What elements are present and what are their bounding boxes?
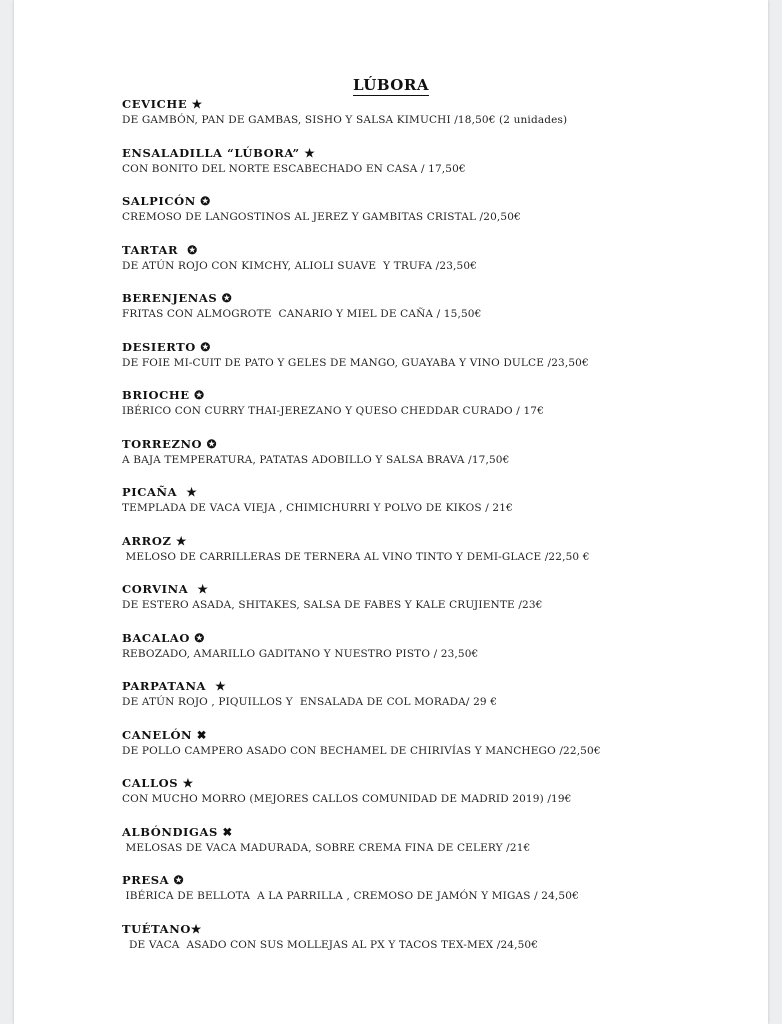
dish-name: BERENJENAS ✪ bbox=[122, 291, 233, 305]
dish-description: DE POLLO CAMPERO ASADO CON BECHAMEL DE CHIRIVÍAS Y MANCHEGO /22,50€ bbox=[122, 744, 601, 757]
menu-item-picana bbox=[122, 484, 762, 533]
dish-description: DE ATÚN ROJO , PIQUILLOS Y ENSALADA DE COL MORADA/ 29 € bbox=[122, 696, 498, 708]
dish-description: IBÉRICA DE BELLOTA A LA PARRILLA , CREMOSO DE JAMÓN Y MIGAS / 24,50€ bbox=[122, 890, 579, 902]
menu-item-brioche bbox=[122, 387, 762, 436]
dish-description: IBÉRICO CON CURRY THAI-JEREZANO Y QUESO CHEDDAR CURADO / 17€ bbox=[122, 405, 544, 417]
dish-description: A BAJA TEMPERATURA, PATATAS ADOBILLO Y SALSA BRAVA /17,50€ bbox=[122, 453, 510, 466]
dish-name: PARPATANA ★ bbox=[122, 679, 227, 693]
dish-name: PRESA ✪ bbox=[122, 873, 185, 887]
menu-item-ensaladilla bbox=[122, 145, 762, 194]
dish-description: MELOSAS DE VACA MADURADA, SOBRE CREMA FINA DE CELERY /21€ bbox=[122, 841, 531, 854]
menu-item-desierto bbox=[122, 339, 762, 388]
dish-description: CON MUCHO MORRO (MEJORES CALLOS COMUNIDAD DE MADRID 2019) /19€ bbox=[122, 793, 572, 805]
menu-item-bacalao bbox=[122, 630, 762, 679]
dish-name: BRIOCHE ✪ bbox=[122, 388, 205, 402]
dish-name: PICAÑA ★ bbox=[122, 485, 198, 499]
dish-name: ALBÓNDIGAS ✖ bbox=[122, 824, 233, 839]
dish-description: DE ATÚN ROJO CON KIMCHY, ALIOLI SUAVE Y TRUFA /23,50€ bbox=[122, 259, 477, 272]
dish-description: DE VACA ASADO CON SUS MOLLEJAS AL PX Y TACOS TEX-MEX /24,50€ bbox=[122, 938, 539, 951]
dish-name: SALPICÓN ✪ bbox=[122, 194, 211, 208]
menu-item-tartar bbox=[122, 242, 762, 291]
dish-description: DE GAMBÓN, PAN DE GAMBAS, SISHO Y SALSA KIMUCHI /18,50€ (2 unidades) bbox=[122, 114, 568, 126]
menu-item-berenjenas bbox=[122, 290, 762, 339]
menu-list bbox=[122, 96, 762, 969]
dish-name: TORREZNO ✪ bbox=[122, 436, 218, 451]
dish-name: ENSALADILLA “LÚBORA” ★ bbox=[122, 145, 316, 160]
menu-item-parpatana bbox=[122, 678, 762, 727]
menu-item-canelon bbox=[122, 727, 762, 776]
dish-name: ARROZ ★ bbox=[122, 533, 187, 548]
dish-description: CON BONITO DEL NORTE ESCABECHADO EN CASA / 17,50€ bbox=[122, 162, 466, 175]
dish-description: REBOZADO, AMARILLO GADITANO Y NUESTRO PISTO / 23,50€ bbox=[122, 647, 479, 660]
menu-item-albondigas bbox=[122, 824, 762, 873]
menu-item-tuetano bbox=[122, 921, 762, 970]
menu-item-salpicon bbox=[122, 193, 762, 242]
menu-item-ceviche bbox=[122, 96, 762, 145]
dish-name: BACALAO ✪ bbox=[122, 630, 205, 645]
dish-description: FRITAS CON ALMOGROTE CANARIO Y MIEL DE CAÑA / 15,50€ bbox=[122, 308, 482, 320]
dish-name: TUÉTANO★ bbox=[122, 921, 202, 936]
menu-title: LÚBORA bbox=[353, 76, 429, 94]
dish-name: TARTAR ✪ bbox=[122, 242, 198, 257]
dish-description: DE ESTERO ASADA, SHITAKES, SALSA DE FABES Y KALE CRUJIENTE /23€ bbox=[122, 599, 543, 611]
dish-name: CORVINA ★ bbox=[122, 582, 209, 596]
dish-name: DESIERTO ✪ bbox=[122, 339, 211, 354]
dish-description: TEMPLADA DE VACA VIEJA , CHIMICHURRI Y POLVO DE KIKOS / 21€ bbox=[122, 502, 513, 514]
dish-name: CANELÓN ✖ bbox=[122, 727, 208, 742]
dish-name: CALLOS ★ bbox=[122, 776, 194, 790]
menu-item-corvina bbox=[122, 581, 762, 630]
dish-name: CEVICHE ★ bbox=[122, 97, 203, 111]
menu-page bbox=[14, 0, 768, 1024]
menu-item-torrezno bbox=[122, 436, 762, 485]
dish-description: MELOSO DE CARRILLERAS DE TERNERA AL VINO TINTO Y DEMI-GLACE /22,50 € bbox=[122, 550, 590, 563]
dish-description: CREMOSO DE LANGOSTINOS AL JEREZ Y GAMBITAS CRISTAL /20,50€ bbox=[122, 211, 521, 223]
dish-description: DE FOIE MI-CUIT DE PATO Y GELES DE MANGO, GUAYABA Y VINO DULCE /23,50€ bbox=[122, 356, 589, 369]
menu-item-presa bbox=[122, 872, 762, 921]
menu-item-arroz bbox=[122, 533, 762, 582]
menu-item-callos bbox=[122, 775, 762, 824]
